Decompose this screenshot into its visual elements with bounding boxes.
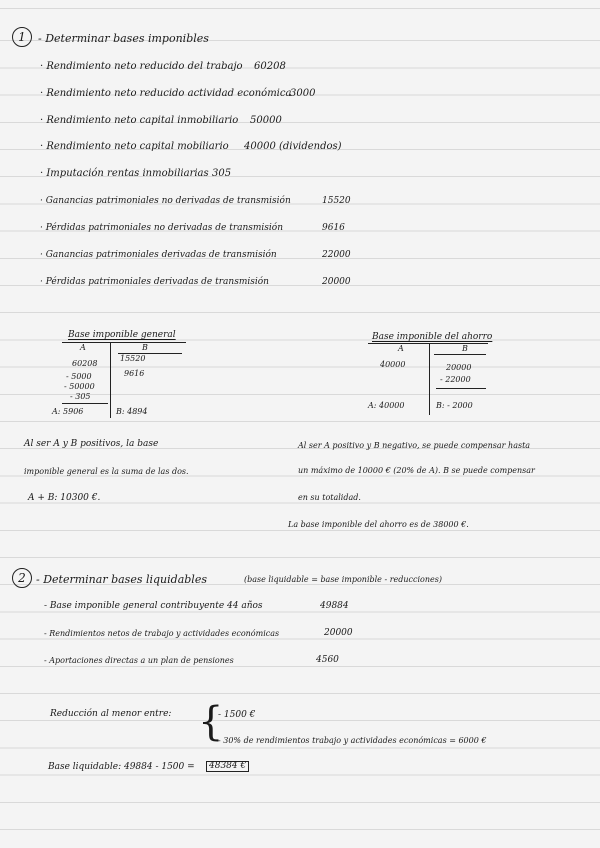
item-label: · Pérdidas patrimoniales no derivadas de transmisión bbox=[40, 223, 284, 233]
item-value: 20000 bbox=[324, 628, 353, 638]
a-value: 40000 bbox=[380, 360, 406, 369]
item-label: - Aportaciones directas a un plan de pensiones bbox=[44, 656, 234, 665]
reduction-option: - 1500 € bbox=[218, 710, 256, 720]
section-2-number: 2 bbox=[12, 568, 32, 588]
item-label: · Rendimiento neto reducido del trabajo bbox=[40, 61, 243, 72]
a-total: A: 5906 bbox=[52, 407, 84, 416]
a-value: - 305 bbox=[70, 392, 91, 401]
item-label: · Imputación rentas inmobiliarias bbox=[40, 168, 209, 179]
item-value: 22000 bbox=[322, 250, 351, 260]
item-label: · Ganancias patrimoniales derivadas de transmisión bbox=[40, 250, 277, 260]
result-label: Base liquidable: 49884 - 1500 = bbox=[48, 762, 195, 772]
a-total: A: 40000 bbox=[368, 401, 405, 410]
section-2-subtitle: (base liquidable = base imponible - reducciones) bbox=[244, 575, 442, 584]
item-value: 15520 bbox=[322, 196, 351, 206]
a-value: - 5000 bbox=[66, 372, 92, 381]
col-a-header: A bbox=[80, 343, 86, 352]
item-label: · Ganancias patrimoniales no derivadas de transmisión bbox=[40, 196, 291, 206]
b-total: B: 4894 bbox=[116, 407, 148, 416]
section-1-title: - Determinar bases imponibles bbox=[38, 32, 209, 45]
item-label: · Rendimiento neto reducido actividad económica bbox=[40, 88, 292, 99]
item-value: 4560 bbox=[316, 655, 339, 665]
col-a-header: A bbox=[398, 344, 404, 353]
item-label: · Rendimiento neto capital mobiliario bbox=[40, 141, 229, 152]
account-divider bbox=[110, 342, 111, 418]
note-right-line: un máximo de 10000 € (20% de A). B se puede compensar bbox=[298, 466, 535, 475]
item-value: 49884 bbox=[320, 601, 349, 611]
item-value: 20000 bbox=[322, 277, 351, 287]
col-b-header: B bbox=[462, 344, 468, 353]
b-value: 15520 bbox=[120, 354, 146, 363]
b-value: - 22000 bbox=[440, 375, 471, 384]
account-divider bbox=[429, 343, 430, 415]
item-label: - Base imponible general contribuyente 44 años bbox=[44, 601, 263, 611]
b-header-line bbox=[434, 354, 486, 355]
note-right-line: La base imponible del ahorro es de 38000 €. bbox=[288, 520, 469, 529]
section-1-number: 1 bbox=[12, 27, 32, 47]
item-label: · Pérdidas patrimoniales derivadas de transmisión bbox=[40, 277, 269, 287]
item-value: 305 bbox=[212, 168, 232, 179]
a-sum-line bbox=[62, 403, 108, 404]
note-right-line: en su totalidad. bbox=[298, 493, 361, 502]
brace-icon: { bbox=[198, 699, 224, 745]
note-left-line: Al ser A y B positivos, la base bbox=[24, 439, 159, 449]
note-right-line: Al ser A positivo y B negativo, se puede compensar hasta bbox=[298, 441, 531, 450]
b-sum-line bbox=[436, 388, 486, 389]
section-2-title: - Determinar bases liquidables bbox=[36, 573, 207, 586]
general-base-title: Base imponible general bbox=[68, 330, 176, 340]
reduction-label: Reducción al menor entre: bbox=[50, 709, 172, 719]
a-value: - 50000 bbox=[64, 382, 95, 391]
item-value: 9616 bbox=[322, 223, 345, 233]
b-total: B: - 2000 bbox=[436, 401, 473, 410]
result-value: 48384 € bbox=[206, 761, 249, 772]
b-value: 20000 bbox=[446, 363, 472, 372]
note-left-line: A + B: 10300 €. bbox=[28, 493, 101, 503]
a-value: 60208 bbox=[72, 359, 98, 368]
item-value: 40000 (dividendos) bbox=[244, 141, 342, 152]
account-top-line bbox=[368, 343, 488, 344]
item-value: 60208 bbox=[254, 61, 286, 72]
note-left-line: imponible general es la suma de las dos. bbox=[24, 467, 189, 476]
savings-base-title: Base imponible del ahorro bbox=[372, 332, 493, 342]
item-label: - Rendimientos netos de trabajo y actividades económicas bbox=[44, 629, 280, 638]
item-value: 3000 bbox=[290, 88, 316, 99]
b-value: 9616 bbox=[124, 369, 145, 378]
reduction-option: - 30% de rendimientos trabajo y actividades económicas = 6000 € bbox=[218, 736, 487, 745]
item-value: 50000 bbox=[250, 115, 282, 126]
col-b-header: B bbox=[142, 343, 148, 352]
item-label: · Rendimiento neto capital inmobiliario bbox=[40, 115, 239, 126]
